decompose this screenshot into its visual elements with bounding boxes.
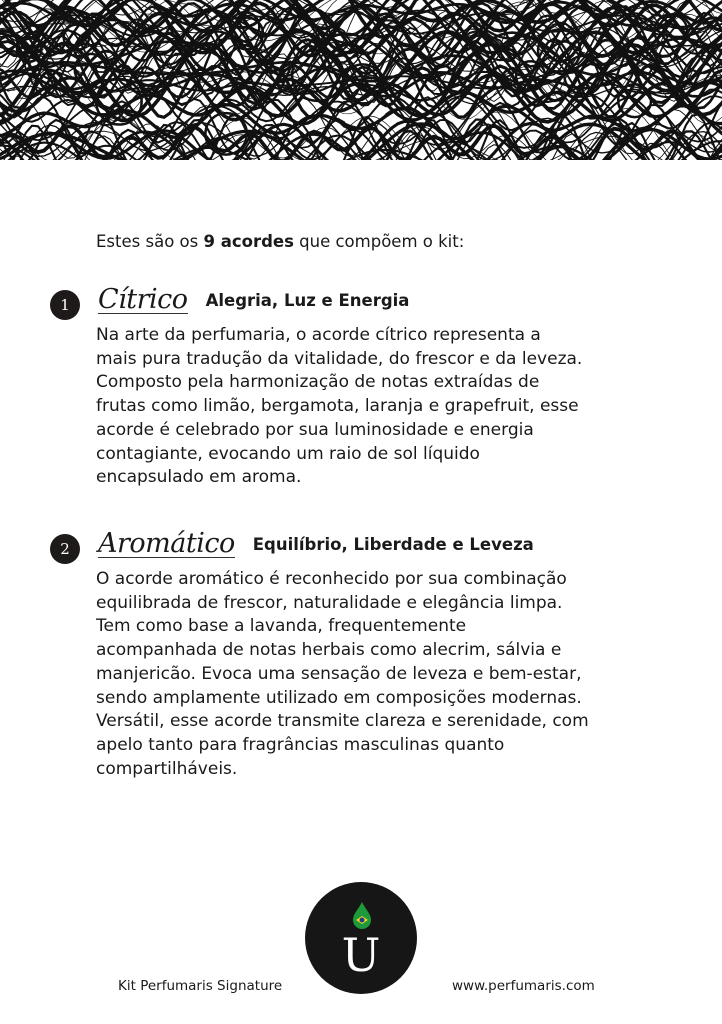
footer-website[interactable]: www.perfumaris.com bbox=[452, 978, 595, 994]
section-body bbox=[96, 568, 690, 781]
body-line: equilibrada de frescor, naturalidade e elegância limpa. bbox=[96, 592, 563, 613]
body-line: contagiante, evocando um raio de sol líquido bbox=[96, 443, 480, 464]
perfumaris-logo bbox=[305, 882, 417, 994]
footer-kit-name: Kit Perfumaris Signature bbox=[118, 978, 283, 994]
body-line: mais pura tradução da vitalidade, do frescor e da leveza. bbox=[96, 348, 583, 369]
section-name: Aromático bbox=[98, 527, 235, 559]
logo-letter: U bbox=[341, 928, 381, 982]
section-subtitle: Equilíbrio, Liberdade e Leveza bbox=[252, 534, 534, 554]
section-body bbox=[96, 324, 690, 490]
body-line: Na arte da perfumaria, o acorde cítrico representa a bbox=[96, 325, 541, 345]
body-line: manjericão. Evoca uma sensação de leveza e bem-estar, bbox=[96, 663, 582, 684]
section-subtitle: Alegria, Luz e Energia bbox=[205, 290, 410, 310]
intro-after: que compõem o kit: bbox=[293, 232, 465, 251]
body-line: Composto pela harmonização de notas extraídas de bbox=[96, 372, 540, 393]
body-line: apelo tanto para fragrâncias masculinas quanto bbox=[96, 734, 505, 755]
body-line: Tem como base a lavanda, frequentemente bbox=[96, 616, 467, 637]
body-line: Versátil, esse acorde transmite clareza e serenidade, com bbox=[96, 711, 589, 732]
marble-banner bbox=[0, 0, 722, 160]
body-line: compartilháveis. bbox=[96, 758, 238, 779]
drop-icon bbox=[353, 902, 371, 929]
intro-before: Estes são os bbox=[96, 232, 204, 251]
body-line: O acorde aromático é reconhecido por sua combinação bbox=[96, 569, 567, 589]
body-line: acorde é celebrado por sua luminosidade e energia bbox=[96, 419, 534, 440]
body-line: acompanhada de notas herbais como alecrim, sálvia e bbox=[96, 640, 562, 661]
body-line: sendo amplamente utilizado em composições modernas. bbox=[96, 687, 582, 708]
intro-text bbox=[96, 232, 464, 251]
body-line: encapsulado em aroma. bbox=[96, 467, 302, 488]
section-number: 2 bbox=[50, 534, 80, 564]
section-number: 1 bbox=[50, 290, 80, 320]
intro-bold: 9 acordes bbox=[203, 232, 294, 251]
section-name: Cítrico bbox=[98, 283, 188, 315]
section-citrico bbox=[50, 282, 690, 490]
body-line: frutas como limão, bergamota, laranja e grapefruit, esse bbox=[96, 396, 579, 417]
marble-swirl bbox=[75, 54, 106, 85]
section-aromatico bbox=[50, 526, 690, 781]
